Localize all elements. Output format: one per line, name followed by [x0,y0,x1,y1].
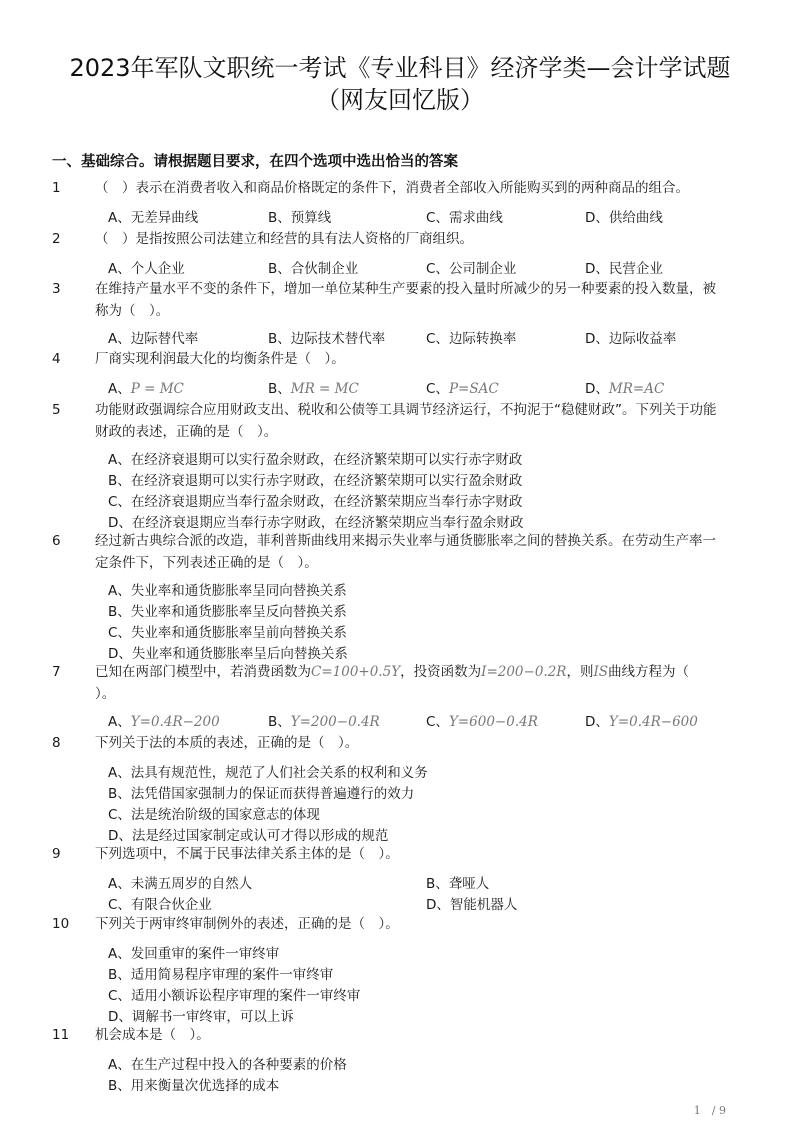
option-a: A、个人企业 [108,261,185,277]
question-number: 3 [52,281,61,297]
option-c: C、需求曲线 [426,210,503,226]
question-number: 2 [52,231,61,247]
option-d: D、在经济衰退期应当奉行赤字财政，在经济繁荣期应当奉行盈余财政 [108,515,524,531]
option-a: A、失业率和通货膨胀率呈同向替换关系 [108,583,347,599]
option-d: D、失业率和通货膨胀率呈后向替换关系 [108,646,348,662]
question-number: 4 [52,351,61,367]
consumption-function: C=100+0.5Y [311,664,401,680]
question-stem: （ ）表示在消费者收入和商品价格既定的条件下，消费者全部收入所能购买到的两种商品的组合。 [95,180,689,196]
title-line-1: 2023年军队文职统一考试《专业科目》经济学类—会计学试题 [69,54,731,82]
option-c: C、适用小额诉讼程序审理的案件一审终审 [108,988,361,1004]
option-d: D、供给曲线 [585,210,663,226]
question-stem: 下列选项中，不属于民事法律关系主体的是（ ）。 [95,846,399,862]
option-a: A、Y=0.4R−200 [108,714,220,730]
option-c: C、公司制企业 [426,261,517,277]
question-number: 10 [52,916,70,932]
option-d: D、民营企业 [585,261,663,277]
question-number: 8 [52,735,61,751]
option-d: D、智能机器人 [426,897,518,913]
option-a: A、在生产过程中投入的各种要素的价格 [108,1057,347,1073]
section-heading: 一、基础综合。请根据题目要求，在四个选项中选出恰当的答案 [52,154,458,170]
option-c: C、Y=600−0.4R [426,714,538,730]
option-c: C、失业率和通货膨胀率呈前向替换关系 [108,625,347,641]
question-number: 1 [52,180,61,196]
question-number: 9 [52,846,61,862]
question-stem: 已知在两部门模型中，若消费函数为C=100+0.5Y，投资函数为I=200−0.2R，则IS曲线方程为（ ）。 [95,664,690,702]
option-a: A、在经济衰退期可以实行盈余财政，在经济繁荣期可以实行赤字财政 [108,452,523,468]
option-b: B、法凭借国家强制力的保证而获得普遍遵行的效力 [108,786,415,802]
question-stem: 经过新古典综合派的改造，菲利普斯曲线用来揭示失业率与通货膨胀率之间的替换关系。在劳动生产率一定条件下，下列表述正确的是（ ）。 [95,533,716,571]
investment-function: I=200−0.2R [481,664,567,680]
option-b: B、适用简易程序审理的案件一审终审 [108,967,334,983]
option-d: D、Y=0.4R−600 [585,714,698,730]
option-d: D、法是经过国家制定或认可才得以形成的规范 [108,828,389,844]
question-stem: 机会成本是（ ）。 [95,1027,210,1043]
option-a: A、P = MC [108,381,184,397]
option-b: B、Y=200−0.4R [268,714,380,730]
option-c: C、P=SAC [426,381,499,397]
option-a: A、法具有规范性，规范了人们社会关系的权利和义务 [108,765,428,781]
option-d: D、边际收益率 [585,331,677,347]
title-line-2: （网友回忆版） [316,86,484,114]
question-stem: 在维持产量水平不变的条件下，增加一单位某种生产要素的投入量时所减少的另一种要素的投入数量，被称为（ ）。 [95,281,716,319]
document-title [0,52,800,116]
option-b: B、预算线 [268,210,332,226]
option-c: C、法是统治阶级的国家意志的体现 [108,807,320,823]
option-c: C、有限合伙企业 [108,897,212,913]
question-stem: （ ）是指按照公司法建立和经营的具有法人资格的厂商组织。 [95,231,473,247]
option-c: C、边际转换率 [426,331,517,347]
option-a: A、无差异曲线 [108,210,199,226]
option-b: B、在经济衰退期可以实行赤字财政，在经济繁荣期可以实行盈余财政 [108,473,523,489]
option-b: B、聋哑人 [426,876,490,892]
question-stem: 功能财政强调综合应用财政支出、税收和公债等工具调节经济运行，不拘泥于“稳健财政”。下列关于功能财政的表述，正确的是（ ）。 [95,402,717,440]
question-stem: 厂商实现利润最大化的均衡条件是（ ）。 [95,351,345,367]
option-b: B、合伙制企业 [268,261,359,277]
option-b: B、失业率和通货膨胀率呈反向替换关系 [108,604,347,620]
option-a: A、边际替代率 [108,331,199,347]
option-b: B、边际技术替代率 [268,331,386,347]
option-d: D、调解书一审终审，可以上诉 [108,1009,294,1025]
question-number: 11 [52,1027,70,1043]
question-number: 7 [52,664,61,680]
option-b: B、用来衡量次优选择的成本 [108,1078,280,1094]
question-stem: 下列关于两审终审制例外的表述，正确的是（ ）。 [95,916,399,932]
page-indicator: 1 / 9 [693,1104,726,1117]
option-b: B、MR = MC [268,381,359,397]
option-a: A、未满五周岁的自然人 [108,876,253,892]
question-number: 5 [52,402,61,418]
question-stem: 下列关于法的本质的表述，正确的是（ ）。 [95,735,359,751]
option-a: A、发回重审的案件一审终审 [108,946,280,962]
question-number: 6 [52,533,61,549]
option-d: D、MR=AC [585,381,665,397]
option-c: C、在经济衰退期应当奉行盈余财政，在经济繁荣期应当奉行赤字财政 [108,494,523,510]
